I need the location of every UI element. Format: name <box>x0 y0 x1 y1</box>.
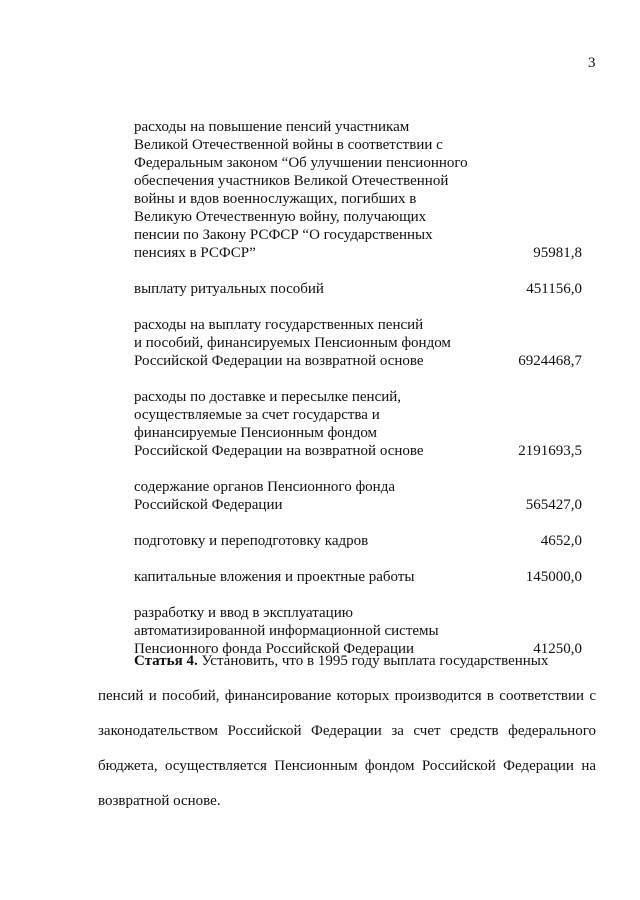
expense-item <box>134 478 582 514</box>
expense-item-text <box>134 568 494 586</box>
expense-item-line: и пособий, финансируемых Пенсионным фондом <box>134 335 451 351</box>
expense-item-line: осуществляемые за счет государства и <box>134 407 380 423</box>
expense-item-line: Российской Федерации на возвратной основе <box>134 443 424 459</box>
expense-item-line: расходы на выплату государственных пенсий <box>134 317 424 333</box>
expense-item-amount: 41250,0 <box>533 641 582 657</box>
article-first-line-text: Установить, что в 1995 году выплата государственных <box>201 653 549 669</box>
expense-item-line: Российской Федерации <box>134 497 283 513</box>
expense-item-line: расходы на повышение пенсий участникам <box>134 119 410 135</box>
expense-item-text <box>134 532 494 550</box>
expense-item-line: разработку и ввод в эксплуатацию <box>134 605 353 621</box>
article-4 <box>98 644 596 819</box>
expense-item-line: Российской Федерации на возвратной основе <box>134 353 424 369</box>
expense-item-line: финансируемые Пенсионным фондом <box>134 425 378 441</box>
expense-item-line: Федеральным законом “Об улучшении пенсионного <box>134 155 468 171</box>
expense-item-text <box>134 118 494 262</box>
expense-item-amount: 565427,0 <box>525 497 582 513</box>
expense-item <box>134 118 582 262</box>
expense-item-amount: 451156,0 <box>526 281 582 297</box>
expense-item-text <box>134 280 494 298</box>
expense-item <box>134 316 582 370</box>
expense-item-amount: 2191693,5 <box>518 443 582 459</box>
expense-item-amount: 6924468,7 <box>518 353 582 369</box>
expense-item-text <box>134 388 494 460</box>
page-number: 3 <box>588 55 596 71</box>
expense-item-line: войны и вдов военнослужащих, погибших в <box>134 191 417 207</box>
expense-item-amount: 4652,0 <box>540 533 582 549</box>
expense-item-line: Великой Отечественной войны в соответствии с <box>134 137 443 153</box>
expense-item-line: пенсии по Закону РСФСР “О государственных <box>134 227 433 243</box>
expense-item-line: содержание органов Пенсионного фонда <box>134 479 395 495</box>
expense-item-line: пенсиях в РСФСР” <box>134 245 256 261</box>
article-first-line <box>98 644 596 679</box>
expense-item-line: расходы по доставке и пересылке пенсий, <box>134 389 402 405</box>
expense-item-line: Великую Отечественную войну, получающих <box>134 209 427 225</box>
expense-item-line: Пенсионного фонда Российской Федерации <box>134 641 415 657</box>
expense-item <box>134 532 582 550</box>
expense-item <box>134 388 582 460</box>
expense-list <box>134 118 582 676</box>
expense-item-text <box>134 478 494 514</box>
article-label: Статья 4. <box>134 653 198 669</box>
expense-item-line: обеспечения участников Великой Отечественной <box>134 173 449 189</box>
expense-item-line: выплату ритуальных пособий <box>134 281 324 297</box>
expense-item-line: автоматизированной информационной системы <box>134 623 439 639</box>
expense-item <box>134 280 582 298</box>
expense-item <box>134 568 582 586</box>
expense-item-line: подготовку и переподготовку кадров <box>134 533 369 549</box>
expense-item-line: капитальные вложения и проектные работы <box>134 569 415 585</box>
article-body: пенсий и пособий, финансирование которых производится в соответствии с законодательством Российской Федерации за счет средств федерального бюджета, осуществляется Пенсионным фондом Российской Федерации на возвратной основе. <box>98 688 596 809</box>
expense-item-amount: 95981,8 <box>533 245 582 261</box>
expense-item-amount: 145000,0 <box>525 569 582 585</box>
expense-item-text <box>134 316 494 370</box>
